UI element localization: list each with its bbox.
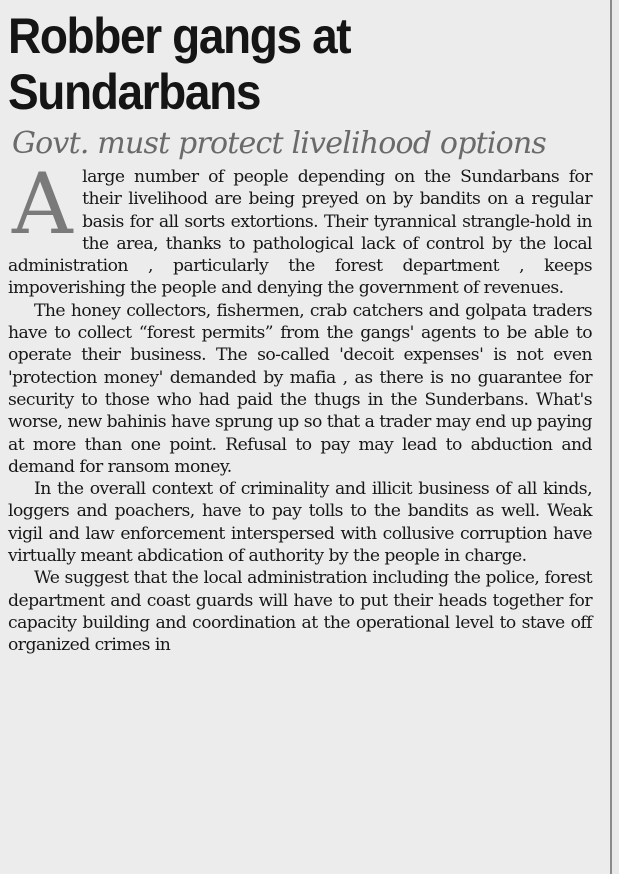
paragraph-1 xyxy=(8,155,592,300)
drop-cap: A xyxy=(12,155,73,253)
paragraph-1-text: large number of people depending on the Sundarbans for their livelihood are being preyed on by bandits on a regular basis for all sorts extortions. Their tyrannical strangle-hold in the area, thanks to pathological lack of control by the local administration , particularly the forest department , keeps impoverishing the people and denying the government of revenues. xyxy=(8,167,592,299)
headline-line-1: Robber gangs at xyxy=(8,8,351,64)
paragraph-3: In the overall context of criminality and illicit business of all kinds, loggers and poachers, have to pay tolls to the bandits as well. Weak vigil and law enforcement interspersed with collusive corruption have virtually meant abdication of authority by the people in charge. xyxy=(8,479,592,567)
headline-line-2: Sundarbans xyxy=(8,64,261,120)
headline xyxy=(8,8,597,120)
paragraph-4: We suggest that the local administration including the police, forest department and coast guards will have to put their heads together for capacity building and coordination at the operational level to stave off organized crimes in xyxy=(8,568,592,656)
paragraph-2: The honey collectors, fishermen, crab catchers and golpata traders have to collect “forest permits” from the gangs' agents to be able to operate their business. The so-called 'decoit expenses' is not even 'protection money' demanded by mafia , as there is no guarantee for security to those who had paid the thugs in the Sunderbans. What's worse, new bahinis have sprung up so that a trader may end up paying at more than one point. Refusal to pay may lead to abduction and demand for ransom money. xyxy=(8,300,592,477)
article-body xyxy=(8,155,592,657)
subheadline: Govt. must protect livelihood options xyxy=(12,126,547,161)
